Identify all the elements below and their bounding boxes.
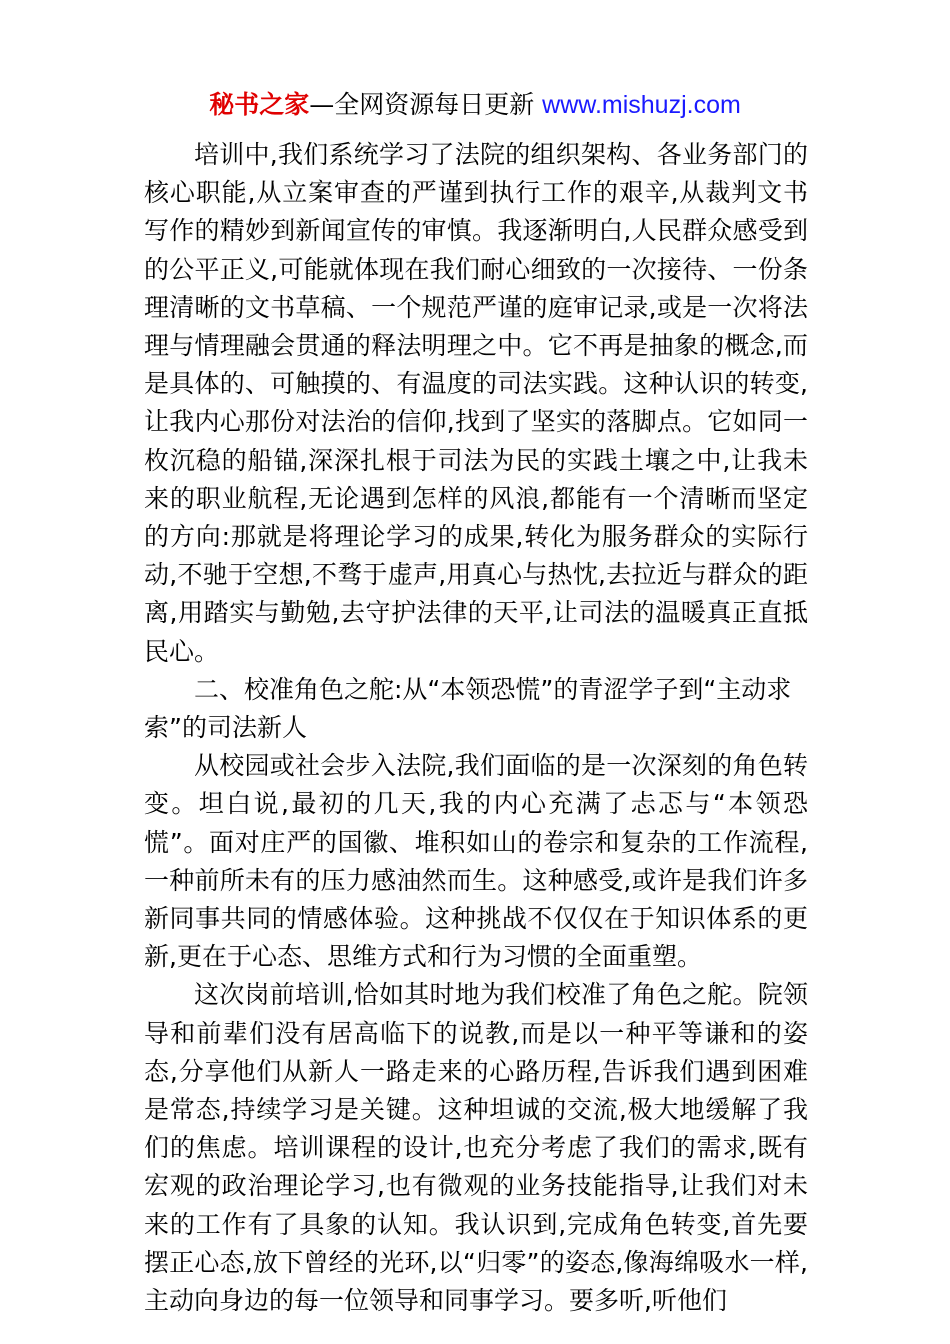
paragraph-role-calibration: 这次岗前培训,恰如其时地为我们校准了角色之舵。院领导和前辈们没有居高临下的说教,而是以一种平等谦和的姿态,分享他们从新人一路走来的心路历程,告诉我们遇到困难是常态,持续学习是关键。这种坦诚的交流,极大地缓解了我们的焦虑。培训课程的设计,也充分考虑了我们的需求,既有宏观的政治理论学习,也有微观的业务技能指导,让我们对未来的工作有了具象的认知。我认识到,完成角色转变,首先要摆正心态,放下曾经的光环,以“归零”的姿态,像海绵吸水一样,主动向身边的每一位领导和同事学习。要多听,听他们 <box>144 980 808 1316</box>
header-tagline: —全网资源每日更新 <box>309 90 543 119</box>
paragraph-training-content: 培训中,我们系统学习了法院的组织架构、各业务部门的核心职能,从立案审查的严谨到执行工作的艰辛,从裁判文书写作的精妙到新闻宣传的审慎。我逐渐明白,人民群众感受到的公平正义,可能就体现在我们耐心细致的一次接待、一份条理清晰的文书草稿、一个规范严谨的庭审记录,或是一次将法理与情理融会贯通的释法明理之中。它不再是抽象的概念,而是具体的、可触摸的、有温度的司法实践。这种认识的转变,让我内心那份对法治的信仰,找到了坚实的落脚点。它如同一枚沉稳的船锚,深深扎根于司法为民的实践土壤之中,让我未来的职业航程,无论遇到怎样的风浪,都能有一个清晰而坚定的方向:那就是将理论学习的成果,转化为服务群众的实际行动,不驰于空想,不骛于虚声,用真心与热忱,去拉近与群众的距离,用踏实与勤勉,去守护法律的天平,让司法的温暖真正直抵民心。 <box>144 140 808 666</box>
document-body <box>144 136 808 1320</box>
section-heading-role: 二、校准角色之舵:从“本领恐慌”的青涩学子到“主动求索”的司法新人 <box>144 674 792 743</box>
header-url[interactable]: www.mishuzj.com <box>542 91 741 119</box>
page-header <box>0 88 950 122</box>
paragraph-role-change: 从校园或社会步入法院,我们面临的是一次深刻的角色转变。坦白说,最初的几天,我的内心充满了忐忑与“本领恐慌”。面对庄严的国徽、堆积如山的卷宗和复杂的工作流程,一种前所未有的压力感油然而生。这种感受,或许是我们许多新同事共同的情感体验。这种挑战不仅仅在于知识体系的更新,更在于心态、思维方式和行为习惯的全面重塑。 <box>144 751 808 972</box>
header-brand: 秘书之家 <box>209 90 310 119</box>
